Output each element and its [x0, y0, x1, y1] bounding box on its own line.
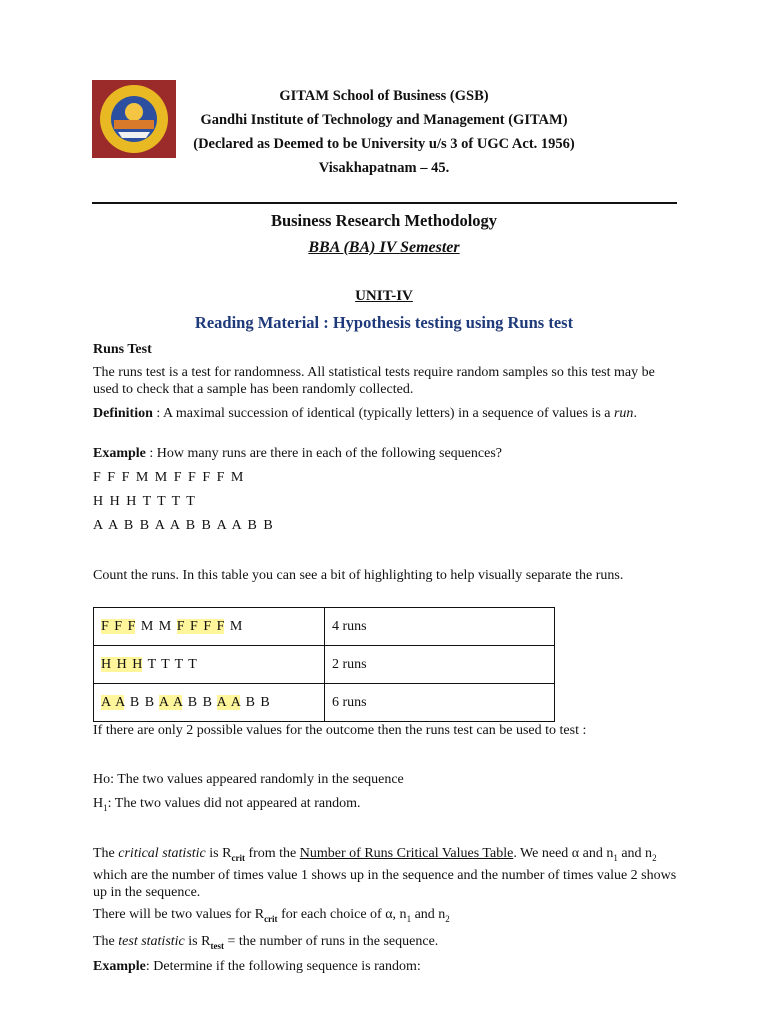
- crit-text-d: . We need α and n: [513, 846, 614, 861]
- two-sub: crit: [264, 913, 278, 924]
- null-hypothesis: Ho: The two values appeared randomly in the sequence: [93, 772, 404, 787]
- run: B B: [245, 694, 270, 710]
- header-divider: [92, 202, 677, 204]
- crit-text-c: from the: [244, 846, 300, 861]
- city-line: Visakhapatnam – 45.: [318, 160, 450, 176]
- definition-label: Definition: [93, 406, 153, 421]
- example-text: : How many runs are there in each of the following sequences?: [145, 446, 502, 461]
- crit-sub: crit: [231, 852, 245, 863]
- run: M: [229, 618, 243, 634]
- intro-paragraph: The runs test is a test for randomness. All statistical tests require random samples so this test may be used to check that a sample has been randomly collected.: [93, 365, 655, 397]
- crit-text-a: The: [93, 846, 119, 861]
- run: B B: [187, 694, 212, 710]
- example-2-text: : Determine if the following sequence is random:: [145, 959, 421, 974]
- university-declaration: (Declared as Deemed to be University u/s 3 of UGC Act. 1956): [193, 136, 575, 152]
- definition-term: run: [613, 406, 634, 421]
- test-text-c: = the number of runs in the sequence.: [223, 934, 439, 949]
- highlighted-run: A A: [216, 694, 241, 710]
- crit-term: critical statistic: [118, 846, 206, 861]
- two-n1: 1: [406, 913, 412, 924]
- alt-hypothesis-text: : The two values did not appeared at random.: [107, 796, 361, 811]
- school-name: GITAM School of Business (GSB): [279, 88, 489, 104]
- reading-title: Reading Material : Hypothesis testing using Runs test: [194, 313, 574, 332]
- crit-text-b: is R: [205, 846, 232, 861]
- table-row: [94, 684, 555, 722]
- two-text-c: and n: [411, 907, 446, 922]
- example-2-label: Example: [93, 959, 146, 974]
- sequence-2: H H H T T T T: [93, 494, 196, 509]
- test-statistic-paragraph: [93, 933, 683, 955]
- highlighted-run: F F F: [101, 618, 136, 634]
- table-row: [94, 608, 555, 646]
- definition-paragraph: [93, 405, 683, 422]
- n1-sub: 1: [613, 852, 618, 863]
- n2-sub: 2: [652, 852, 657, 863]
- highlighted-run: F F F F: [176, 618, 225, 634]
- test-term: test statistic: [118, 934, 185, 949]
- course-title: Business Research Methodology: [270, 211, 498, 230]
- crit-text-e: and n: [617, 846, 653, 861]
- count-paragraph: Count the runs. In this table you can see a bit of highlighting to help visually separate the runs.: [93, 568, 624, 583]
- test-text-b: is R: [184, 934, 211, 949]
- run: M M: [140, 618, 172, 634]
- runs-count-cell: 6 runs: [325, 684, 555, 722]
- crit-text-f: which are the number of times value 1 shows up in the sequence and the number of times value 2 shows up in the sequence.: [93, 867, 677, 900]
- critical-statistic-paragraph: [93, 845, 683, 901]
- sequence-cell: [94, 608, 325, 646]
- highlighted-run: H H H: [101, 656, 143, 672]
- table-row: [94, 646, 555, 684]
- sequence-3: A A B B A A B B A A B B: [93, 518, 274, 533]
- two-n2: 2: [445, 913, 450, 924]
- two-text-b: for each choice of α, n: [277, 907, 407, 922]
- institute-name: Gandhi Institute of Technology and Management (GITAM): [200, 112, 568, 128]
- example-paragraph: [93, 445, 683, 462]
- example-2-paragraph: [93, 958, 683, 975]
- highlighted-run: A A: [101, 694, 125, 710]
- alt-hypothesis-sub: 1: [103, 802, 108, 813]
- definition-text: : A maximal succession of identical (typically letters) in a sequence of values is a: [152, 406, 614, 421]
- section-heading: Runs Test: [93, 342, 152, 357]
- unit-label: UNIT-IV: [355, 288, 413, 304]
- alt-hypothesis: [93, 795, 683, 817]
- runs-count-cell: 4 runs: [325, 608, 555, 646]
- possible-values-text: If there are only 2 possible values for the outcome then the runs test can be used to test :: [93, 723, 587, 738]
- run: B B: [129, 694, 155, 710]
- runs-count-cell: 2 runs: [325, 646, 555, 684]
- two-text-a: There will be two values for R: [93, 907, 265, 922]
- run: T T T T: [147, 656, 197, 672]
- test-sub: test: [210, 940, 224, 951]
- example-label: Example: [93, 446, 146, 461]
- alt-hypothesis-h: H: [93, 796, 104, 811]
- critical-values-table-link[interactable]: Number of Runs Critical Values Table: [299, 846, 514, 861]
- runs-table: [93, 607, 555, 722]
- sequence-cell: [94, 684, 325, 722]
- semester-label: BBA (BA) IV Semester: [308, 239, 460, 256]
- two-values-paragraph: [93, 906, 683, 928]
- test-text-a: The: [93, 934, 119, 949]
- highlighted-run: A A: [158, 694, 183, 710]
- definition-end: .: [633, 406, 637, 421]
- sequence-1: F F F M M F F F F M: [93, 470, 244, 485]
- sequence-cell: [94, 646, 325, 684]
